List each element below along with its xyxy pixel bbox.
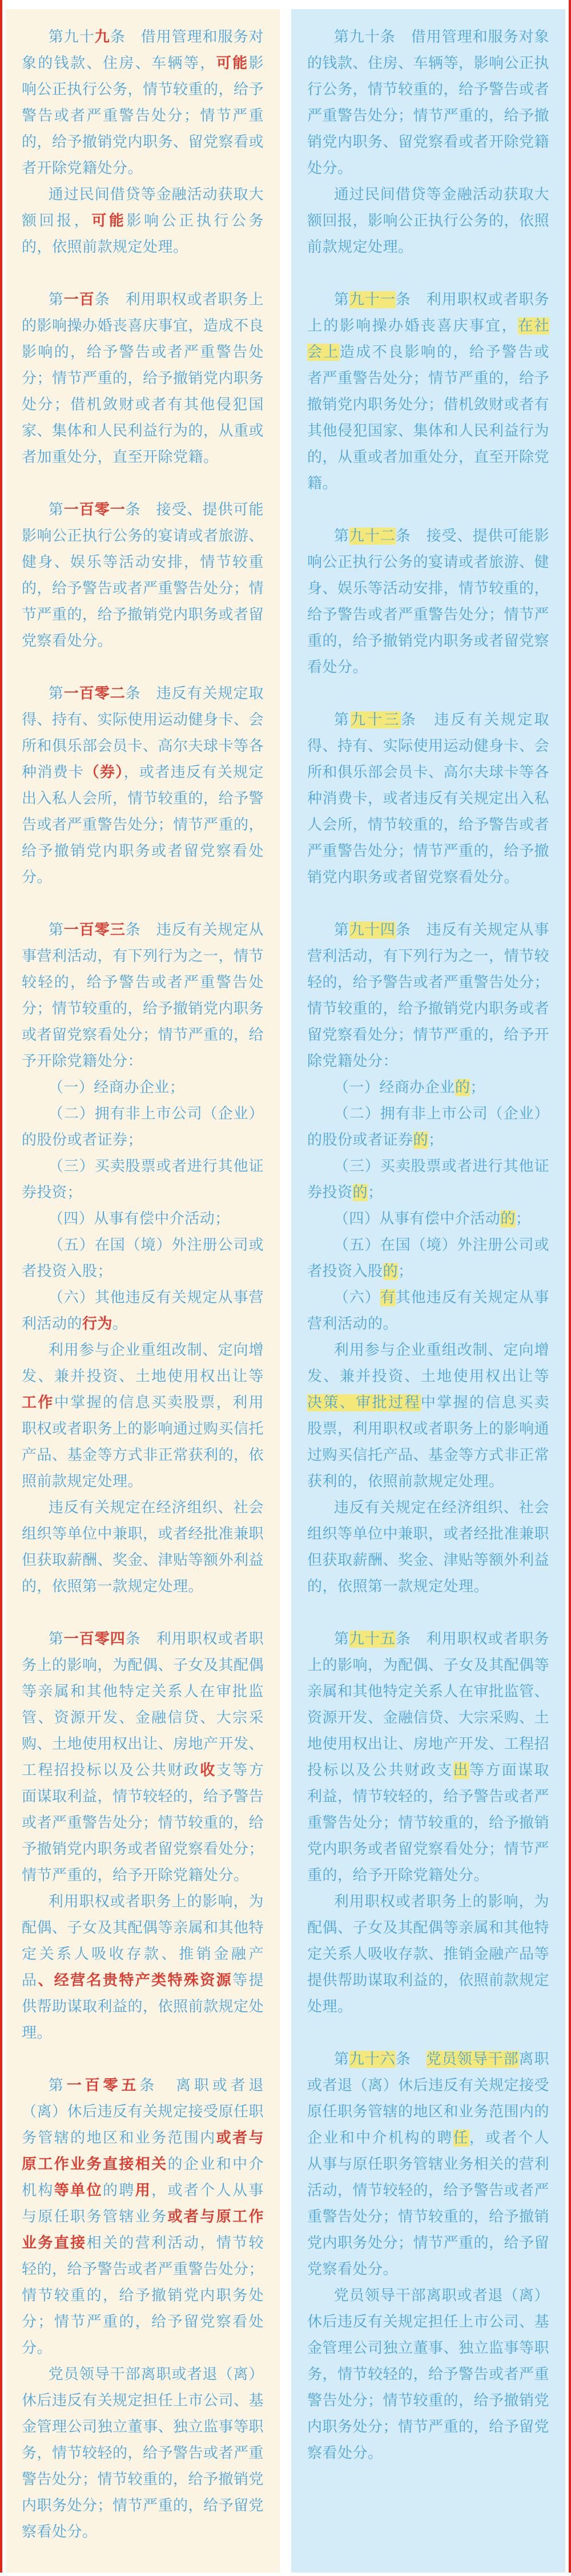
- comparison-page: [2, 0, 569, 2573]
- added-text: 可能: [216, 55, 249, 72]
- text-segment: 党员领导干部离职或者退（离）休后违反有关规定担任上市公司、基金管理公司独立董事、独立监事等职务，情节较轻的，给予警告或者严重警告处分；情节较重的，给予撤销党内职务处分；情节严重的，给予留党察看处分。: [307, 2287, 550, 2462]
- article-paragraph: [22, 1074, 264, 1101]
- text-segment: 违反有关规定从事营利活动，有下列行为之一，情节较轻的，给予警告或者严重警告处分；情节较重的，给予撤销党内职务或者留党察看处分；情节严重的，给予开除党籍处分：: [22, 921, 264, 1070]
- text-segment: 违反有关规定取得、持有、实际使用运动健身卡、会所和俱乐部会员卡、高尔夫球卡等各种消费卡: [22, 685, 264, 781]
- text-segment: 中掌握的信息买卖股票，利用职权或者职务上的影响通过购买信托产品、基金等方式非正常获利的，依照前款规定处理。: [307, 1394, 550, 1490]
- text-segment: 利用参与企业重组改制、定向增发、兼并投资、土地使用权出让等: [22, 1342, 264, 1385]
- text-segment: 。: [112, 1315, 128, 1333]
- added-text: 或者与原工作业务直接相关: [22, 2130, 264, 2173]
- text-segment: 第: [48, 501, 64, 518]
- article-paragraph: [307, 1101, 549, 1153]
- text-segment: （三）买卖股票或者进行其他证券投资: [307, 1158, 549, 1201]
- text-segment: 利用职权或者职务上的影响，为配偶、子女及其配偶等亲属和其他特定关系人吸收存款、推销金融产品等提供帮助谋取利益的，依照前款规定处理。: [307, 1893, 550, 2015]
- text-segment: 条: [395, 528, 411, 545]
- text-segment: 第九十: [48, 29, 95, 46]
- article-paragraph: [307, 1285, 549, 1337]
- text-segment: 第: [48, 1631, 64, 1648]
- old-version-column: [291, 9, 565, 2573]
- article-paragraph: [22, 1101, 264, 1153]
- article-paragraph: [307, 1337, 549, 1495]
- article-paragraph: [22, 1889, 264, 2046]
- text-segment: （五）在国（境）外注册公司或者投资入股；: [22, 1237, 264, 1280]
- highlighted-text: 九十四: [349, 921, 396, 939]
- text-segment: 违反有关规定从事营利活动，有下列行为之一，情节较轻的，给予警告或者严重警告处分；情节较重的，给予撤销党内职务或者留党察看处分；情节严重的，给予开除党籍处分：: [307, 921, 550, 1070]
- text-segment: 条: [125, 501, 141, 518]
- text-segment: 中掌握的信息买卖股票，利用职权或者职务上的影响通过购买信托产品、基金等方式非正常获利的，依照前款规定处理。: [22, 1394, 264, 1490]
- article-paragraph: [22, 681, 264, 891]
- highlighted-text: 九十五: [349, 1631, 396, 1648]
- text-segment: 第: [48, 2077, 67, 2094]
- text-segment: （四）从事有偿中介活动；: [48, 1210, 230, 1227]
- article-paragraph: [22, 287, 264, 470]
- text-segment: 第: [333, 1631, 349, 1648]
- text-segment: 通过民间借贷等金融活动获取大额回报，: [22, 186, 264, 230]
- text-segment: ；: [398, 1263, 413, 1280]
- text-segment: 条: [125, 1631, 141, 1648]
- added-text: 等单位: [54, 2182, 103, 2199]
- added-text: 或者与原工作业务直接: [22, 2208, 264, 2252]
- text-segment: 利用职权或者职务上的影响操办婚丧喜庆事宜，: [307, 291, 549, 335]
- text-segment: ；: [515, 1210, 531, 1227]
- highlighted-text: 决策、审批过程: [307, 1394, 421, 1411]
- text-segment: （二）拥有非上市公司（企业）的股份或者证券: [307, 1105, 549, 1149]
- text-segment: 条: [125, 685, 141, 702]
- article-paragraph: [22, 1337, 264, 1495]
- text-segment: 利用职权或者职务上的影响，为配偶、子女及其配偶等亲属和其他特定关系人吸收存款、推销金融产品: [22, 1893, 264, 1989]
- text-segment: 条: [395, 1631, 411, 1648]
- text-segment: 利用职权或者职务上的影响操办婚丧喜庆事宜，造成不良影响的，给予警告或者严重警告处分；情节严重的，给予撤销党内职务处分；借机敛财或者有其他侵犯国家、集体和人民利益行为的，从重或者加重处分，直至开除党籍。: [22, 291, 264, 466]
- text-segment: ；: [428, 1132, 444, 1149]
- text-segment: （六）: [333, 1289, 380, 1306]
- added-text: 一百零一: [63, 501, 126, 518]
- text-segment: 第: [333, 528, 349, 545]
- text-segment: （三）买卖股票或者进行其他证券投资；: [22, 1158, 264, 1201]
- text-segment: （二）拥有非上市公司（企业）的股份或者证券；: [22, 1105, 264, 1149]
- text-segment: 通过民间借贷等金融活动获取大额回报，影响公正执行公务的，依照前款规定处理。: [307, 186, 550, 256]
- text-segment: （六）其他违反有关规定从事营利活动的: [22, 1289, 264, 1333]
- text-segment: 第: [333, 711, 351, 728]
- article-paragraph: [307, 182, 549, 260]
- text-segment: 造成不良影响的，给予警告或者严重警告处分；情节严重的，给予撤销党内职务处分；借机敛财或者有其他侵犯国家、集体和人民利益行为的，从重或者加重处分，直至开除党籍。: [307, 344, 550, 492]
- text-segment: 支等方面谋取利益，情节较轻的，给予警告或者严重警告处分；情节较重的，给予撤销党内职务或者留党察看处分；情节严重的，给予开除党籍处分。: [22, 1762, 264, 1884]
- highlighted-text: 的: [413, 1132, 429, 1149]
- text-segment: 条: [139, 2077, 158, 2094]
- text-segment: （一）经商办企业: [333, 1079, 455, 1096]
- text-segment: 第: [333, 921, 349, 939]
- highlighted-text: 在社会上: [307, 317, 549, 361]
- text-segment: 离职或者退（离）休后违反有关规定接受原任职务管辖的地区和业务范围内: [22, 2077, 264, 2147]
- article-paragraph: [22, 1206, 264, 1232]
- text-segment: 第: [333, 2051, 349, 2068]
- text-segment: [411, 2051, 427, 2068]
- text-segment: 影响公正执行公务的，依照前款规定处理。: [22, 212, 264, 256]
- added-text: 用: [135, 2182, 152, 2199]
- text-segment: ，或者违反有关规定出入私人会所，情节较重的，给予警告或者严重警告处分；情节严重的，给予撤销党内职务或者留党察看处分。: [22, 764, 264, 886]
- article-paragraph: [22, 24, 264, 182]
- highlighted-text: 的: [352, 1184, 368, 1201]
- article-paragraph: [307, 24, 549, 182]
- text-segment: 的企业和中介机构: [22, 2156, 264, 2199]
- article-paragraph: [22, 1153, 264, 1206]
- text-segment: 第: [333, 291, 349, 308]
- highlighted-text: 九十一: [349, 291, 396, 308]
- added-text: 收: [200, 1762, 216, 1779]
- text-segment: 党员领导干部离职或者退（离）休后违反有关规定担任上市公司、基金管理公司独立董事、独立监事等职务，情节较轻的，给予警告或者严重警告处分；情节较重的，给予撤销党内职务处分；情节严重的，给予留党察看处分。: [22, 2366, 264, 2541]
- text-segment: ，或者个人从事与原任职务管辖业务相关的营利活动，情节较轻的，给予警告或者严重警告处分；情节较重的，给予撤销党内职务处分；情节严重的，给予留党察看处分。: [307, 2130, 550, 2278]
- text-segment: 接受、提供可能影响公正执行公务的宴请或者旅游、健身、娱乐等活动安排，情节较重的，给予警告或者严重警告处分；情节严重的，给予撤销党内职务或者留党察看处分。: [307, 528, 550, 676]
- article-paragraph: [307, 2283, 549, 2466]
- article-paragraph: [22, 182, 264, 260]
- text-segment: 借用管理和服务对象的钱款、住房、车辆等，: [22, 29, 264, 72]
- added-text: 、经营名贵特产类特殊资源: [38, 1972, 233, 1989]
- text-segment: ；: [470, 1079, 485, 1096]
- text-segment: 其他违反有关规定从事营利活动的。: [307, 1289, 549, 1333]
- highlighted-text: 的: [455, 1079, 471, 1096]
- article-paragraph: [22, 1232, 264, 1285]
- text-segment: 等提供帮助谋取利益的，依照前款规定处理。: [22, 1972, 264, 2042]
- article-paragraph: [307, 1206, 549, 1232]
- text-segment: 条: [395, 2051, 411, 2068]
- highlighted-text: 任: [453, 2130, 469, 2147]
- new-version-column: [6, 9, 280, 2573]
- article-paragraph: [307, 1889, 549, 2020]
- text-segment: 等方面谋取利益，情节较轻的，给予警告或者严重警告处分；情节较重的，给予撤销党内职务或者留党察看处分；情节严重的，给予开除党籍处分。: [307, 1762, 550, 1884]
- added-text: （券）: [84, 764, 124, 781]
- added-text: 可能: [91, 212, 127, 230]
- text-segment: 第: [48, 921, 64, 939]
- text-segment: 违反有关规定在经济组织、社会组织等单位中兼职，或者经批准兼职但获取薪酬、奖金、津贴等额外利益的，依照第一款规定处理。: [22, 1499, 264, 1595]
- article-paragraph: [22, 1285, 264, 1337]
- article-paragraph: [307, 1626, 549, 1889]
- article-paragraph: [307, 917, 549, 1074]
- text-segment: 接受、提供可能影响公正执行公务的宴请或者旅游、健身、娱乐等活动安排，情节较重的，给予警告或者严重警告处分；情节严重的，给予撤销党内职务或者留党察看处分。: [22, 501, 264, 650]
- added-text: 一百零五: [66, 2077, 140, 2094]
- text-segment: 违反有关规定取得、持有、实际使用运动健身卡、会所和俱乐部会员卡、高尔夫球卡等各种消费卡，或者违反有关规定出入私人会所，情节较重的，给予警告或者严重警告处分；情节严重的，给予撤销党内职务或者留党察看处分。: [307, 711, 550, 886]
- article-paragraph: [22, 1495, 264, 1600]
- highlighted-text: 九十三: [351, 711, 401, 728]
- article-paragraph: [307, 2046, 549, 2283]
- article-paragraph: [307, 287, 549, 497]
- article-paragraph: [22, 2361, 264, 2545]
- article-paragraph: [22, 497, 264, 654]
- highlighted-text: 有: [380, 1289, 396, 1306]
- article-paragraph: [307, 523, 549, 681]
- added-text: 一百零二: [63, 685, 126, 702]
- highlighted-text: 九十二: [349, 528, 396, 545]
- text-segment: 利用参与企业重组改制、定向增发、兼并投资、土地使用权出让等: [307, 1342, 549, 1385]
- added-text: 一百零四: [63, 1631, 126, 1648]
- text-segment: 影响公正执行公务，情节较重的，给予警告或者严重警告处分；情节严重的，给予撤销党内职务、留党察看或者开除党籍处分。: [22, 55, 264, 177]
- article-paragraph: [307, 1153, 549, 1206]
- text-segment: 第九十条 借用管理和服务对象的钱款、住房、车辆等，影响公正执行公务，情节较重的，给予警告或者严重警告处分；情节严重的，给予撤销党内职务、留党察看或者开除党籍处分。: [307, 29, 550, 177]
- article-paragraph: [307, 1232, 549, 1285]
- text-segment: 利用职权或者职务上的影响，为配偶、子女及其配偶等亲属和其他特定关系人在审批监管、资源开发、金融信贷、大宗采购、土地使用权出让、房地产开发、工程招投标以及公共财政: [22, 1631, 264, 1779]
- article-paragraph: [22, 917, 264, 1074]
- text-segment: ；: [368, 1184, 383, 1201]
- highlighted-text: 党员领导干部: [426, 2051, 519, 2068]
- highlighted-text: 的: [383, 1263, 399, 1280]
- text-segment: 条: [395, 291, 411, 308]
- text-segment: 离职或者退（离）休后违反有关规定接受原任职务管辖的地区和业务范围内的企业和中介机构的聘: [307, 2051, 550, 2147]
- text-segment: 的聘: [102, 2182, 135, 2199]
- text-segment: 违反有关规定在经济组织、社会组织等单位中兼职，或者经批准兼职但获取薪酬、奖金、津贴等额外利益的，依照第一款规定处理。: [307, 1499, 550, 1595]
- highlighted-text: 九十六: [349, 2051, 396, 2068]
- text-segment: （一）经商办企业；: [48, 1079, 185, 1096]
- article-paragraph: [22, 1626, 264, 1889]
- highlighted-text: 出: [453, 1762, 469, 1779]
- text-segment: （五）在国（境）外注册公司或者投资入股: [307, 1237, 549, 1280]
- added-text: 工作: [22, 1394, 54, 1411]
- text-segment: 条: [400, 711, 417, 728]
- text-segment: 条: [395, 921, 411, 939]
- text-segment: 条: [110, 29, 126, 46]
- added-text: 一百: [63, 291, 95, 308]
- article-paragraph: [307, 707, 549, 891]
- added-text: 一百零三: [63, 921, 126, 939]
- text-segment: 条: [94, 291, 110, 308]
- text-segment: 第: [48, 685, 64, 702]
- article-paragraph: [307, 1074, 549, 1101]
- text-segment: 条: [125, 921, 141, 939]
- highlighted-text: 的: [500, 1210, 516, 1227]
- text-segment: 利用职权或者职务上的影响，为配偶、子女及其配偶等亲属和其他特定关系人在审批监管、资源开发、金融信贷、大宗采购、土地使用权出让、房地产开发、工程招投标以及公共财政支: [307, 1631, 550, 1779]
- added-text: 行为: [82, 1315, 113, 1333]
- article-paragraph: [307, 1495, 549, 1600]
- text-segment: （四）从事有偿中介活动: [333, 1210, 501, 1227]
- text-segment: ，或者个人从事与原任职务管辖业务: [22, 2182, 264, 2225]
- text-segment: 第: [48, 291, 64, 308]
- article-paragraph: [22, 2072, 264, 2361]
- added-text: 九: [94, 29, 110, 46]
- text-segment: 相关的营利活动，情节较轻的，给予警告或者严重警告处分；情节较重的，给予撤销党内职务处分；情节严重的，给予留党察看处分。: [22, 2235, 264, 2357]
